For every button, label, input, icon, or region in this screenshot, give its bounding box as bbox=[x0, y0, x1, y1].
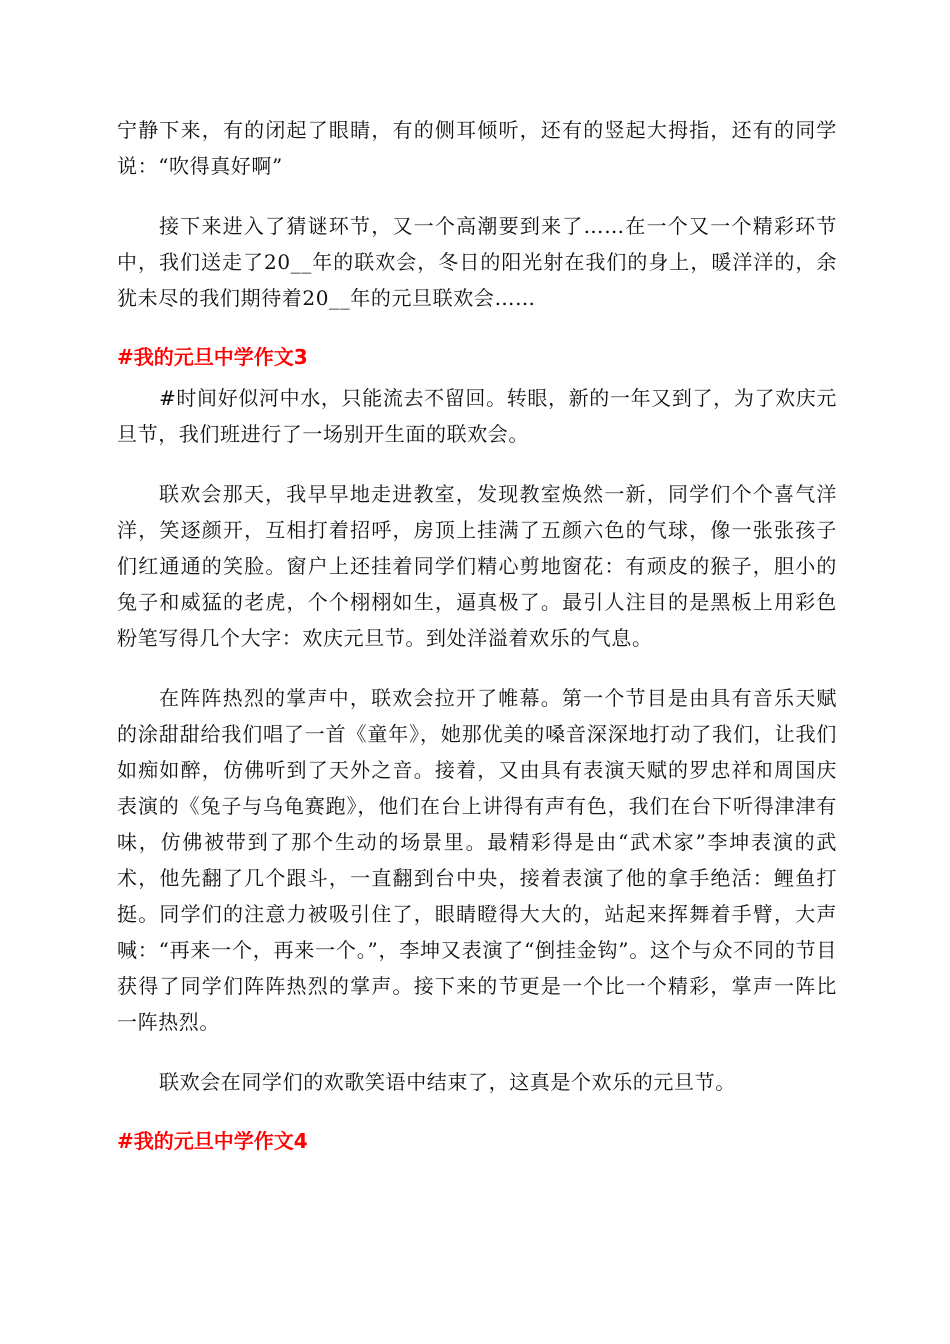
section-title-essay-3: #我的元旦中学作文3 bbox=[117, 345, 308, 369]
paragraph-essay3-performances: 在阵阵热烈的掌声中，联欢会拉开了帷幕。第一个节目是由具有音乐天赋的涂甜甜给我们唱了一首《童年》，她那优美的嗓音深深地打动了我们，让我们如痴如醉，仿佛听到了天外之音。接着，又由具有表演天赋的罗忠祥和周国庆表演的《兔子与乌龟赛跑》，他们在台上讲得有声有色，我们在台下听得津津有味，仿佛被带到了那个生动的场景里。最精彩得是由“武术家”李坤表演的武术，他先翻了几个跟斗，一直翻到台中央，接着表演了他的拿手绝活：鲤鱼打挺。同学们的注意力被吸引住了，眼睛瞪得大大的，站起来挥舞着手臂，大声喊：“再来一个，再来一个。”，李坤又表演了“倒挂金钩”。这个与众不同的节目获得了同学们阵阵热烈的掌声。接下来的节更是一个比一个精彩，掌声一阵比一阵热烈。 bbox=[117, 686, 837, 1034]
paragraph-guessing-game: 接下来进入了猜谜环节，又一个高潮要到来了……在一个又一个精彩环节中，我们送走了20__年的联欢会，冬日的阳光射在我们的身上，暖洋洋的，余犹未尽的我们期待着20__年的元旦联欢会…… bbox=[117, 214, 837, 310]
paragraph-essay3-classroom: 联欢会那天，我早早地走进教室，发现教室焕然一新，同学们个个喜气洋洋，笑逐颜开，互相打着招呼，房顶上挂满了五颜六色的气球，像一张张孩子们红通通的笑脸。窗户上还挂着同学们精心剪地窗花：有顽皮的猴子，胆小的兔子和威猛的老虎，个个栩栩如生，逼真极了。最引人注目的是黑板上用彩色粉笔写得几个大字：欢庆元旦节。到处洋溢着欢乐的气息。 bbox=[117, 482, 837, 650]
paragraph-essay3-ending: 联欢会在同学们的欢歌笑语中结束了，这真是个欢乐的元旦节。 bbox=[159, 1070, 736, 1094]
section-title-essay-4: #我的元旦中学作文4 bbox=[117, 1129, 308, 1153]
paragraph-essay3-intro: #时间好似河中水，只能流去不留回。转眼，新的一年又到了，为了欢庆元旦节，我们班进行了一场别开生面的联欢会。 bbox=[117, 386, 837, 446]
document-body bbox=[117, 112, 837, 1164]
paragraph-continuation: 宁静下来，有的闭起了眼睛，有的侧耳倾听，还有的竖起大拇指，还有的同学说：“吹得真好啊” bbox=[117, 118, 837, 178]
